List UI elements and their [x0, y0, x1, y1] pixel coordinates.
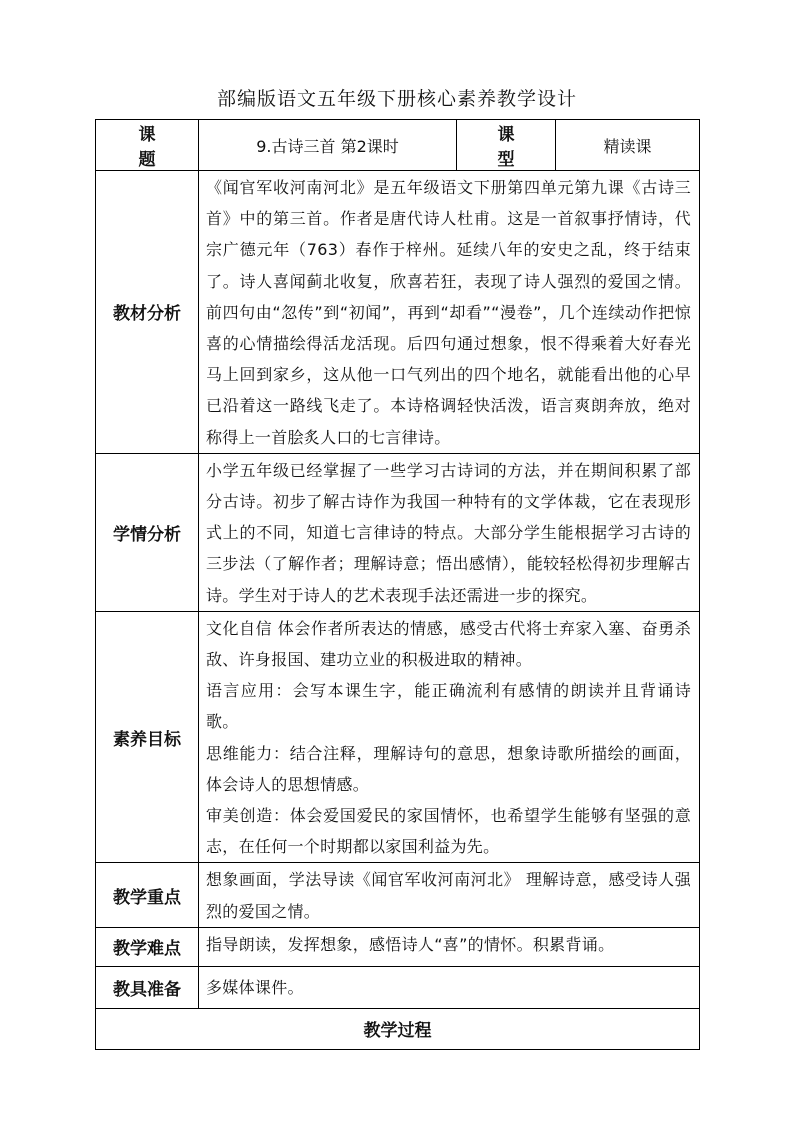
student-analysis-text: 小学五年级已经掌握了一些学习古诗词的方法，并在期间积累了部分古诗。初步了解古诗作为我国一种特有的文学体裁，它在表现形式上的不同，知道七言律诗的特点。大部分学生能根据学习古诗的三步法（了解作者；理解诗意；悟出感情），能较轻松得初步理解古诗。学生对于诗人的艺术表现手法还需进一步的探究。: [199, 453, 700, 611]
materials-label: 教具准备: [96, 966, 199, 1008]
header-row: [96, 120, 700, 171]
material-analysis-label: 教材分析: [96, 171, 199, 454]
process-heading: 教学过程: [96, 1008, 700, 1049]
literacy-goals-row: [96, 611, 700, 863]
topic-label: 课 题: [96, 120, 199, 171]
key-points-row: [96, 863, 700, 927]
student-analysis-label: 学情分析: [96, 453, 199, 611]
goal-thinking: 思维能力：结合注释，理解诗句的意思，想象诗歌所描绘的画面，体会诗人的思想情感。: [206, 743, 691, 794]
difficulties-text: 指导朗读，发挥想象，感悟诗人“喜”的情怀。积累背诵。: [199, 927, 700, 966]
materials-row: [96, 966, 700, 1008]
process-row: [96, 1008, 700, 1049]
difficulties-label: 教学难点: [96, 927, 199, 966]
key-points-label: 教学重点: [96, 863, 199, 927]
difficulties-row: [96, 927, 700, 966]
key-points-text: 想象画面，学法导读《闻官军收河南河北》 理解诗意，感受诗人强烈的爱国之情。: [199, 863, 700, 927]
type-label: 课 型: [457, 120, 556, 171]
literacy-goals-label: 素养目标: [96, 611, 199, 863]
topic-value: 9.古诗三首 第2课时: [199, 120, 457, 171]
student-analysis-row: [96, 453, 700, 611]
lesson-plan-table: [95, 119, 700, 1050]
materials-text: 多媒体课件。: [199, 966, 700, 1008]
type-value: 精读课: [556, 120, 700, 171]
document-title: 部编版语文五年级下册核心素养教学设计: [216, 88, 577, 110]
goal-culture: 文化自信 体会作者所表达的情感，感受古代将士弃家入塞、奋勇杀敌、许身报国、建功立业的积极进取的精神。: [206, 618, 691, 670]
literacy-goals-content: [199, 611, 700, 863]
goal-language: 语言应用：会写本课生字，能正确流利有感情的朗读并且背诵诗歌。: [206, 681, 691, 732]
material-analysis-row: [96, 171, 700, 454]
material-analysis-text: 《闻官军收河南河北》是五年级语文下册第四单元第九课《古诗三首》中的第三首。作者是唐代诗人杜甫。这是一首叙事抒情诗，代宗广德元年（763）春作于梓州。延续八年的安史之乱，终于结束了。诗人喜闻蓟北收复，欣喜若狂，表现了诗人强烈的爱国之情。前四句由“忽传”到“初闻”，再到“却看”“漫卷”，几个连续动作把惊喜的心情描绘得活龙活现。后四句通过想象，恨不得乘着大好春光马上回到家乡，这从他一口气列出的四个地名，就能看出他的心早已沿着这一路线飞走了。本诗格调轻快活泼，语言爽朗奔放，绝对称得上一首脍炙人口的七言律诗。: [199, 171, 700, 454]
goal-aesthetic: 审美创造：体会爱国爱民的家国情怀，也希望学生能够有坚强的意志，在任何一个时期都以家国利益为先。: [206, 806, 691, 857]
